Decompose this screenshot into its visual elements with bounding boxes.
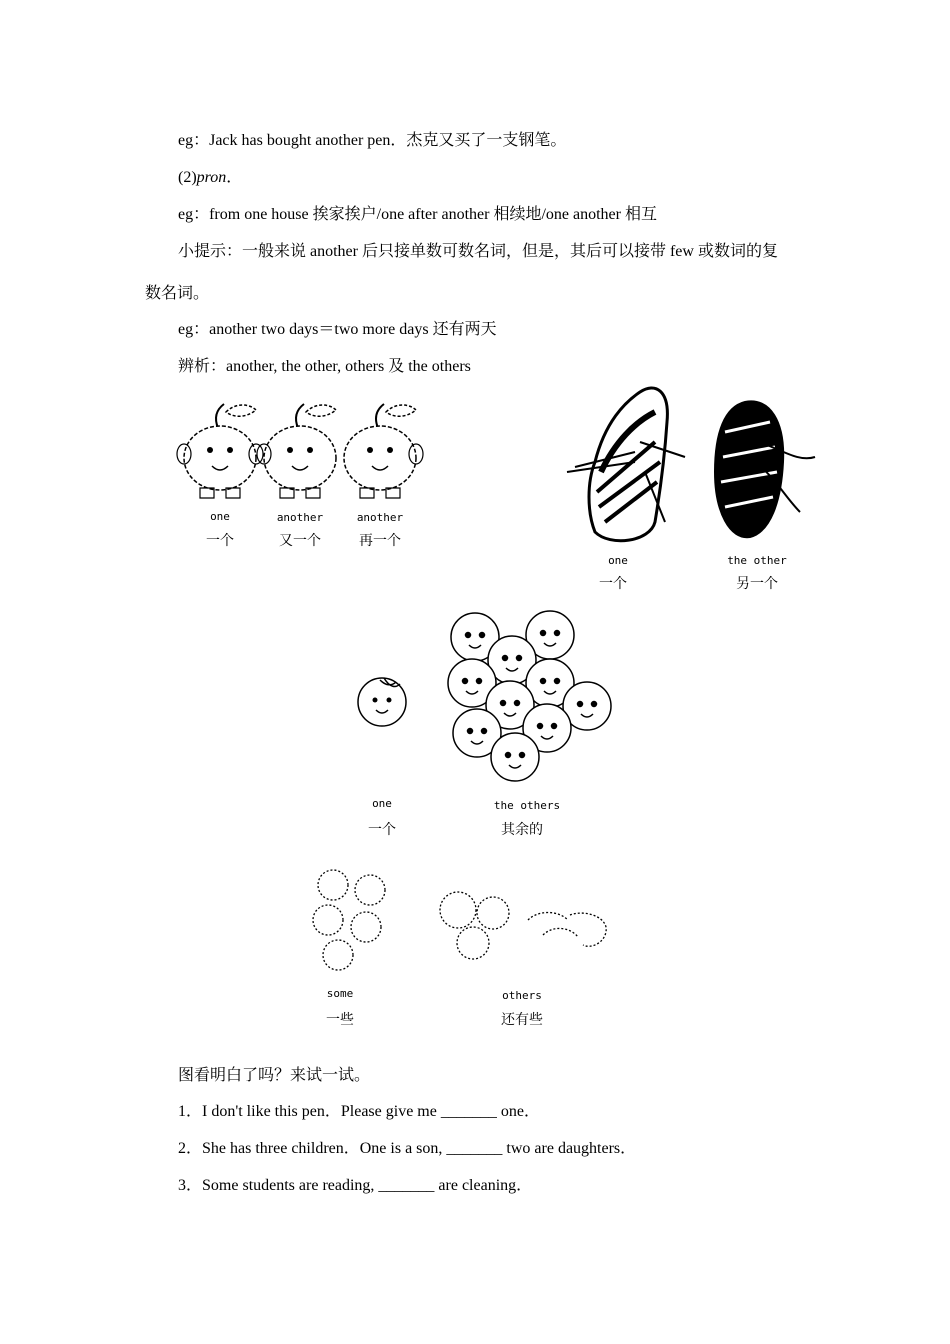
exercise-item-3: [178, 1172, 532, 1195]
caption-others: 还有些: [501, 1012, 543, 1028]
face-label-one: one: [372, 797, 392, 810]
item-number: 2．: [178, 1140, 203, 1157]
shoe-side-view: [567, 388, 685, 541]
shoe-caption-one: 一个: [599, 576, 627, 592]
apples-figure: [170, 400, 430, 560]
face-label-the-others: the others: [493, 799, 561, 812]
apple-label-one: one: [210, 510, 230, 523]
others-group: [440, 892, 606, 959]
faces-figure: [350, 605, 620, 840]
caption-some: 一些: [326, 1012, 354, 1028]
pron-number: (2): [178, 169, 197, 186]
face-caption-one: 一个: [368, 822, 396, 838]
faces-drawing: [350, 605, 620, 790]
item-number: 3．: [178, 1177, 203, 1194]
label-others: others: [502, 989, 542, 1002]
pron-heading: [178, 164, 242, 187]
apple-caption-another-1: 又一个: [279, 533, 321, 549]
apple-caption-one: 一个: [206, 533, 234, 549]
item-text-before: She has three children．One is a son,: [202, 1140, 447, 1157]
example-another-two-days: eg：another two days＝two more days 还有两天: [178, 321, 497, 338]
face-caption-the-others: 其余的: [501, 822, 543, 838]
some-others-figure: [308, 865, 618, 1030]
shoe-label-the-other: the other: [727, 554, 787, 567]
apple-character: [344, 404, 423, 498]
apple-characters-drawing: [170, 400, 430, 510]
analysis-heading: 辨析：another, the other, others 及 the others: [178, 358, 471, 375]
apple-character: [177, 404, 263, 498]
apple-caption-another-2: 再一个: [359, 533, 401, 549]
group-of-faces: [448, 611, 611, 781]
exercise-item-1: [178, 1098, 540, 1121]
exercise-intro: 图看明白了吗？来试一试。: [178, 1067, 371, 1084]
label-some: some: [326, 987, 354, 1000]
item-text-after: two are daughters．: [502, 1140, 637, 1157]
answer-blank[interactable]: _______: [446, 1140, 503, 1157]
example-another-pen: eg：Jack has bought another pen．杰克又买了一支钢笔。: [178, 132, 567, 149]
item-number: 1．: [178, 1103, 203, 1120]
item-text-before: Some students are reading,: [202, 1177, 379, 1194]
apple-label-another-2: another: [356, 511, 404, 524]
apple-character: [257, 404, 336, 498]
answer-blank[interactable]: _______: [440, 1103, 497, 1120]
item-text-before: I don't like this pen．Please give me: [202, 1103, 441, 1120]
shoe-label-one: one: [608, 554, 628, 567]
answer-blank[interactable]: _______: [378, 1177, 435, 1194]
tip-line-continued: 数名词。: [145, 285, 210, 302]
tip-line: 小提示：一般来说 another 后只接单数可数名词，但是，其后可以接带 few 或数词的复: [178, 243, 778, 260]
pron-dot: ．: [226, 169, 243, 186]
item-text-after: one．: [496, 1103, 540, 1120]
pron-label: pron: [196, 169, 227, 186]
some-others-drawing: [308, 865, 618, 985]
apple-label-another-1: another: [276, 511, 324, 524]
shoes-figure: [565, 382, 820, 594]
shoe-sole-view: [715, 401, 815, 537]
shoe-caption-the-other: 另一个: [736, 576, 778, 592]
item-text-after: are cleaning．: [434, 1177, 533, 1194]
exercise-item-2: [178, 1135, 636, 1158]
some-group: [313, 870, 385, 970]
single-face: [358, 678, 406, 726]
shoes-drawing: [565, 382, 820, 547]
example-phrases: eg：from one house 挨家挨户/one after another 相续地/one another 相互: [178, 206, 657, 223]
